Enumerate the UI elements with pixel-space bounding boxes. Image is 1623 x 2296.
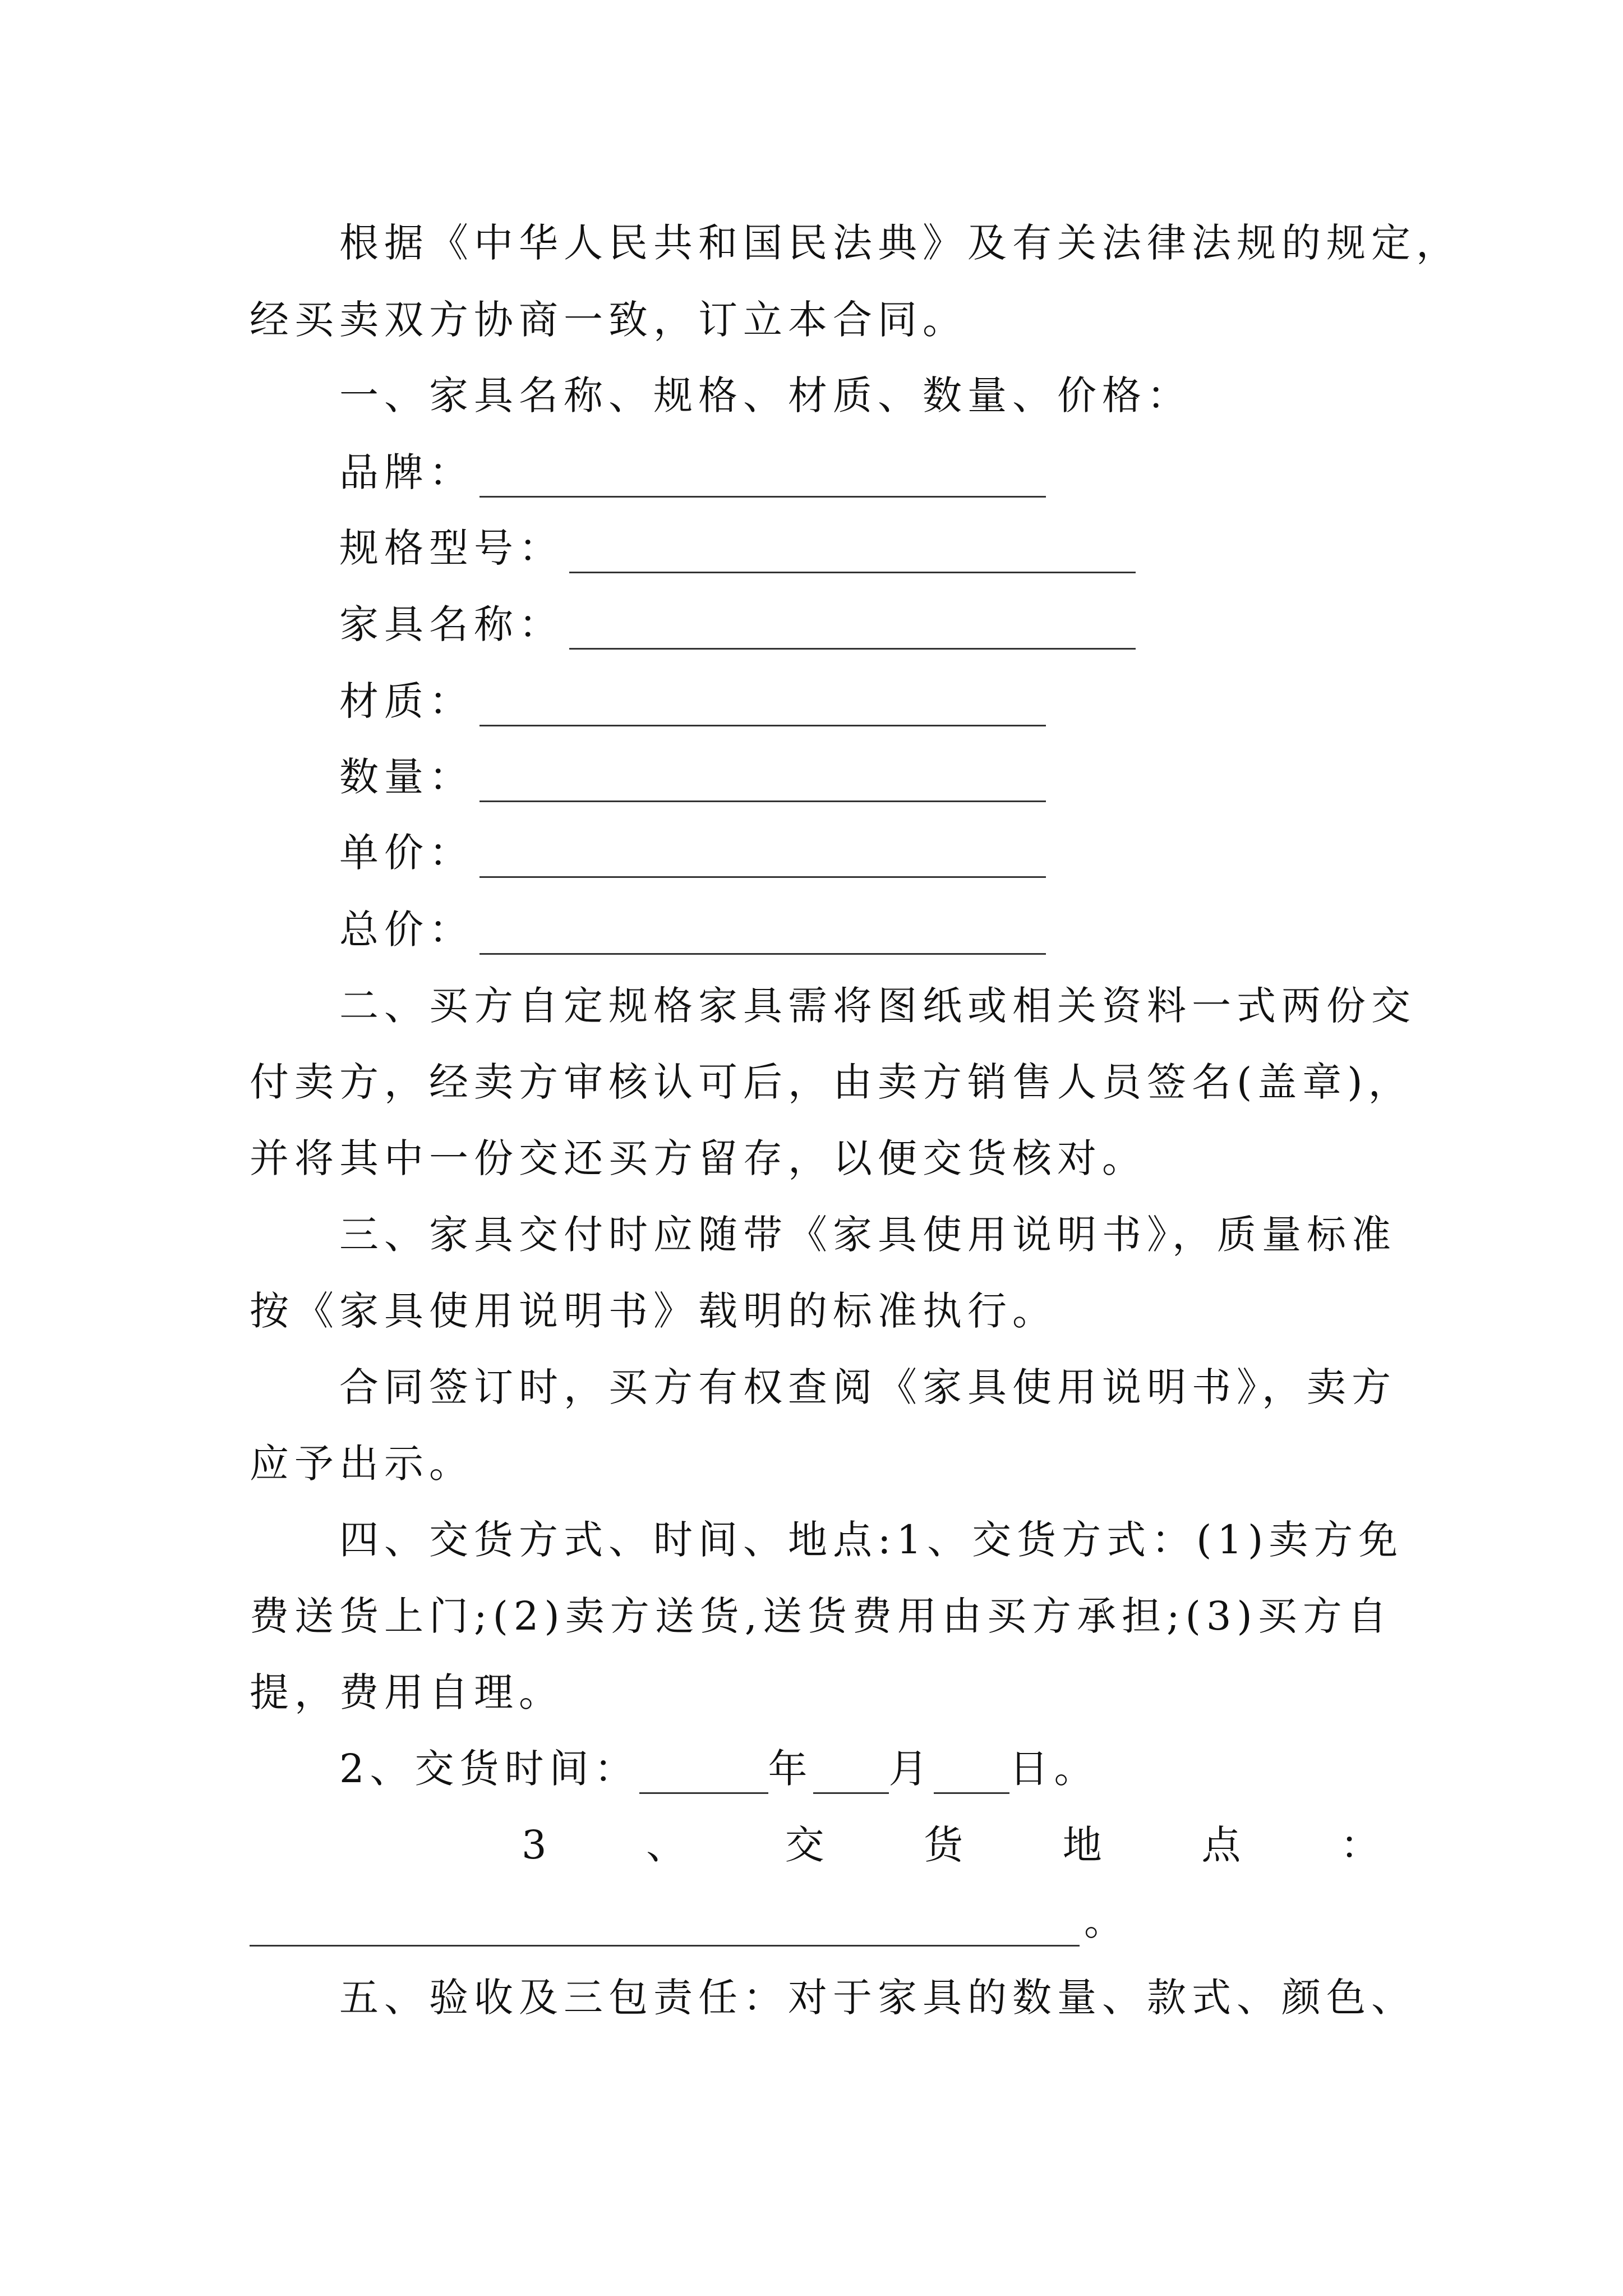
delivery-day-label: 日。 bbox=[1009, 1746, 1099, 1792]
field-quantity-blank[interactable] bbox=[479, 766, 1046, 802]
field-unit-price-blank[interactable] bbox=[479, 841, 1046, 878]
delivery-place-end: 。 bbox=[1084, 1898, 1123, 1944]
section2-line-2: 付卖方，经卖方审核认可后，由卖方销售人员签名(盖章)， bbox=[250, 1059, 1413, 1105]
delivery-place-row bbox=[522, 1820, 1380, 1870]
delivery-time-label: 2、交货时间： bbox=[339, 1746, 639, 1792]
delivery-year-blank[interactable] bbox=[639, 1757, 768, 1794]
field-model-label: 规格型号： bbox=[339, 525, 564, 571]
intro-line-2: 经买卖双方协商一致，订立本合同。 bbox=[250, 297, 967, 343]
field-total-price bbox=[339, 904, 1046, 955]
field-unit-price-label: 单价： bbox=[339, 830, 474, 876]
section1-heading: 一、家具名称、规格、材质、数量、价格： bbox=[339, 372, 1192, 418]
section4-line-2: 费送货上门;(2)卖方送货,送货费用由买方承担;(3)买方自 bbox=[250, 1593, 1393, 1639]
delivery-day-blank[interactable] bbox=[934, 1757, 1009, 1794]
field-brand bbox=[339, 447, 1046, 498]
delivery-place-blank[interactable] bbox=[250, 1910, 1080, 1947]
field-quantity bbox=[339, 752, 1046, 802]
field-model-blank[interactable] bbox=[569, 537, 1136, 573]
section2-line-3: 并将其中一份交还买方留存，以便交货核对。 bbox=[250, 1135, 1147, 1181]
section3-line-4: 应予出示。 bbox=[250, 1441, 474, 1487]
field-brand-label: 品牌： bbox=[339, 449, 474, 495]
field-unit-price bbox=[339, 827, 1046, 878]
field-name-blank[interactable] bbox=[569, 613, 1136, 650]
section5-line-1: 五、验收及三包责任：对于家具的数量、款式、颜色、 bbox=[339, 1975, 1416, 2021]
delivery-place-part: 点 bbox=[1201, 1822, 1241, 1868]
delivery-place-part: 地 bbox=[1062, 1822, 1102, 1868]
delivery-place-part: 、 bbox=[646, 1822, 686, 1868]
field-model bbox=[339, 523, 1136, 573]
section3-line-3: 合同签订时，买方有权查阅《家具使用说明书》，卖方 bbox=[339, 1364, 1396, 1410]
delivery-month-label: 月 bbox=[888, 1746, 934, 1792]
intro-line-1: 根据《中华人民共和国民法典》及有关法律法规的规定， bbox=[339, 220, 1461, 266]
delivery-year-label: 年 bbox=[768, 1746, 813, 1792]
section3-line-2: 按《家具使用说明书》载明的标准执行。 bbox=[250, 1288, 1057, 1334]
section2-line-1: 二、买方自定规格家具需将图纸或相关资料一式两份交 bbox=[339, 983, 1416, 1029]
section4-line-3: 提，费用自理。 bbox=[250, 1669, 564, 1715]
delivery-place-part: ： bbox=[1340, 1822, 1380, 1868]
field-material-blank[interactable] bbox=[479, 690, 1046, 726]
field-name-label: 家具名称： bbox=[339, 601, 564, 647]
delivery-month-blank[interactable] bbox=[813, 1757, 889, 1794]
field-material bbox=[339, 676, 1046, 726]
delivery-place-part: 货 bbox=[924, 1822, 963, 1868]
delivery-place-blank-row bbox=[250, 1896, 1123, 1947]
section3-line-1: 三、家具交付时应随带《家具使用说明书》，质量标准 bbox=[339, 1212, 1396, 1258]
field-total-price-label: 总价： bbox=[339, 907, 474, 953]
delivery-time-row bbox=[339, 1743, 1099, 1794]
delivery-place-part: 交 bbox=[785, 1822, 824, 1868]
field-quantity-label: 数量： bbox=[339, 754, 474, 800]
field-name bbox=[339, 599, 1136, 650]
field-brand-blank[interactable] bbox=[479, 461, 1046, 498]
delivery-place-part: 3 bbox=[522, 1822, 547, 1868]
field-material-label: 材质： bbox=[339, 678, 474, 724]
section4-line-1: 四、交货方式、时间、地点:1、交货方式：(1)卖方免 bbox=[339, 1517, 1404, 1563]
field-total-price-blank[interactable] bbox=[479, 918, 1046, 955]
